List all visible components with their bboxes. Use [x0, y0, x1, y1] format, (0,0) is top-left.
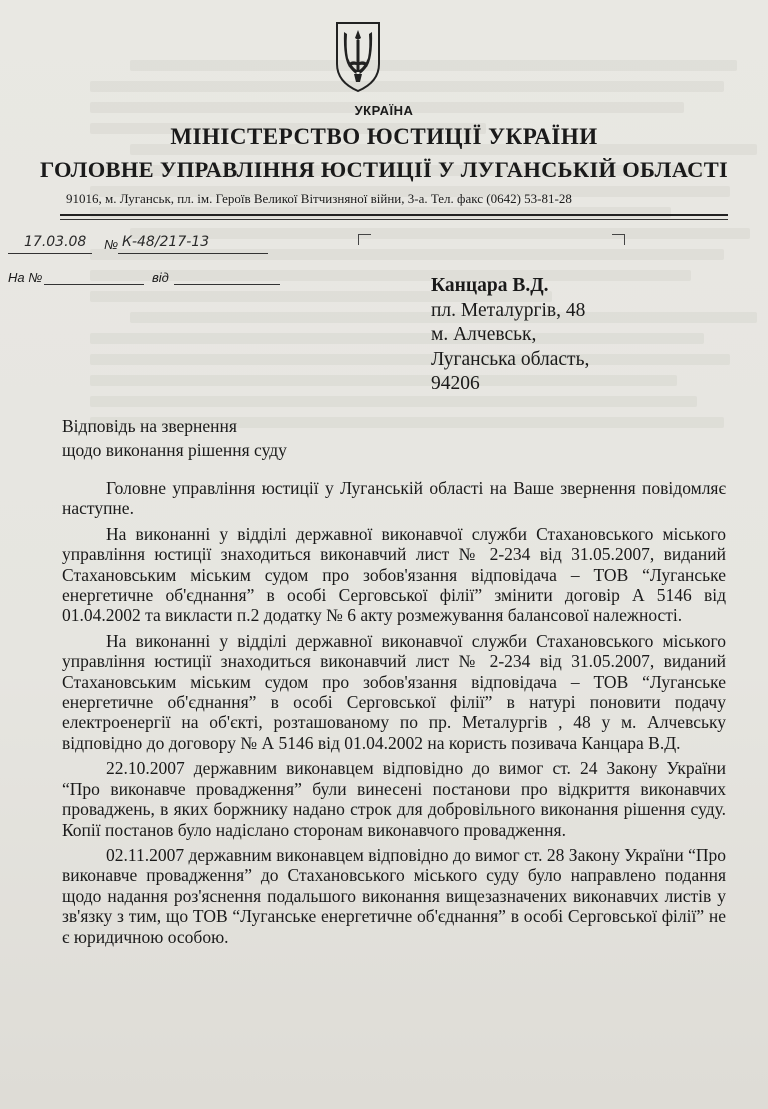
- number-label: №: [104, 237, 119, 252]
- recipient-postcode: 94206: [431, 373, 480, 394]
- body-paragraph: На виконанні у відділі державної виконавчої служби Стахановського міського управління юстиції знаходиться виконавчий лист № 2-234 від 31.05.2007, виданий Стахановським міським судом про зобов'язання відповідача – ТОВ “Луганське енергетичне об'єднання” в особі Серговської філії” змінити договір А 5146 від 01.04.2002 та викласти п.2 додатку № 6 акту розмежування балансової належності.: [62, 523, 726, 626]
- body-paragraph: 22.10.2007 державним виконавцем відповідно до вимог ст. 24 Закону України “Про виконавче провадження” були винесені постанови про відкриття виконавчих проваджень, в яких боржнику надано строк для добровільного виконання рішення суду. Копії постанов було надіслано сторонам виконавчого провадження.: [62, 758, 726, 840]
- date-underline: [8, 253, 92, 254]
- letterhead-rule-thin: [60, 219, 728, 220]
- body-paragraph: 02.11.2007 державним виконавцем відповідно до вимог ст. 28 Закону України “Про виконавче провадження” до Стахановського міського суду було направлено подання щодо надання роз'яснення подальшого виконання вищезазначених виконавчих листів у зв'язку з тим, що ТОВ “Луганське енергетичне об'єднання” в особі Серговської філії” не є юридичною особою.: [62, 844, 726, 947]
- subject-line: Відповідь на звернення: [62, 416, 237, 436]
- incoming-number-underline: [44, 284, 144, 285]
- body-paragraph: Головне управління юстиції у Луганській області на Ваше звернення повідомляє наступне.: [62, 478, 726, 519]
- directorate-title: ГОЛОВНЕ УПРАВЛІННЯ ЮСТИЦІЇ У ЛУГАНСЬКІЙ ОБЛАСТІ: [39, 157, 729, 182]
- recipient-block: [431, 274, 589, 397]
- outgoing-date: 17.03.08: [24, 234, 87, 250]
- address-corner-mark: [612, 234, 625, 245]
- incoming-date-label: від: [152, 270, 169, 285]
- incoming-number-label: На №: [8, 270, 43, 285]
- incoming-date-underline: [174, 284, 280, 285]
- letterhead-address: 91016, м. Луганськ, пл. ім. Героїв Великої Вітчизняної війни, 3-а. Тел. факс (0642) 53-81-28: [66, 191, 572, 206]
- recipient-city: м. Алчевськ,: [431, 324, 537, 345]
- subject-line: щодо виконання рішення суду: [62, 440, 287, 460]
- letter-body: [62, 478, 726, 952]
- trident-emblem-icon: [334, 20, 382, 94]
- number-underline: [118, 253, 268, 254]
- address-corner-mark: [358, 234, 371, 245]
- recipient-region: Луганська область,: [431, 348, 590, 370]
- ministry-title: МІНІСТЕРСТВО ЮСТИЦІЇ УКРАЇНИ: [170, 124, 598, 149]
- body-paragraph: На виконанні у відділі державної виконавчої служби Стахановського міського управління юстиції знаходиться виконавчий лист № 2-234 від 31.05.2007, виданий Стахановським міським судом про зобов'язання відповідача – ТОВ “Луганське енергетичне об'єднання” в особі Серговської філії” в натурі поновити подачу електроенергії на об'єкті, розташованому по пр. Металургів , 48 у м. Алчевську відповідно до договору № А 5146 від 01.04.2002 на користь позивача Канцара В.Д.: [62, 630, 726, 753]
- recipient-name: Канцара В.Д.: [431, 275, 549, 296]
- subject-block: [62, 414, 287, 462]
- outgoing-number: К-48/217-13: [122, 234, 210, 250]
- letterhead-rule: [60, 214, 728, 216]
- recipient-street: пл. Металургів, 48: [431, 299, 586, 321]
- country-name: УКРАЇНА: [354, 103, 414, 118]
